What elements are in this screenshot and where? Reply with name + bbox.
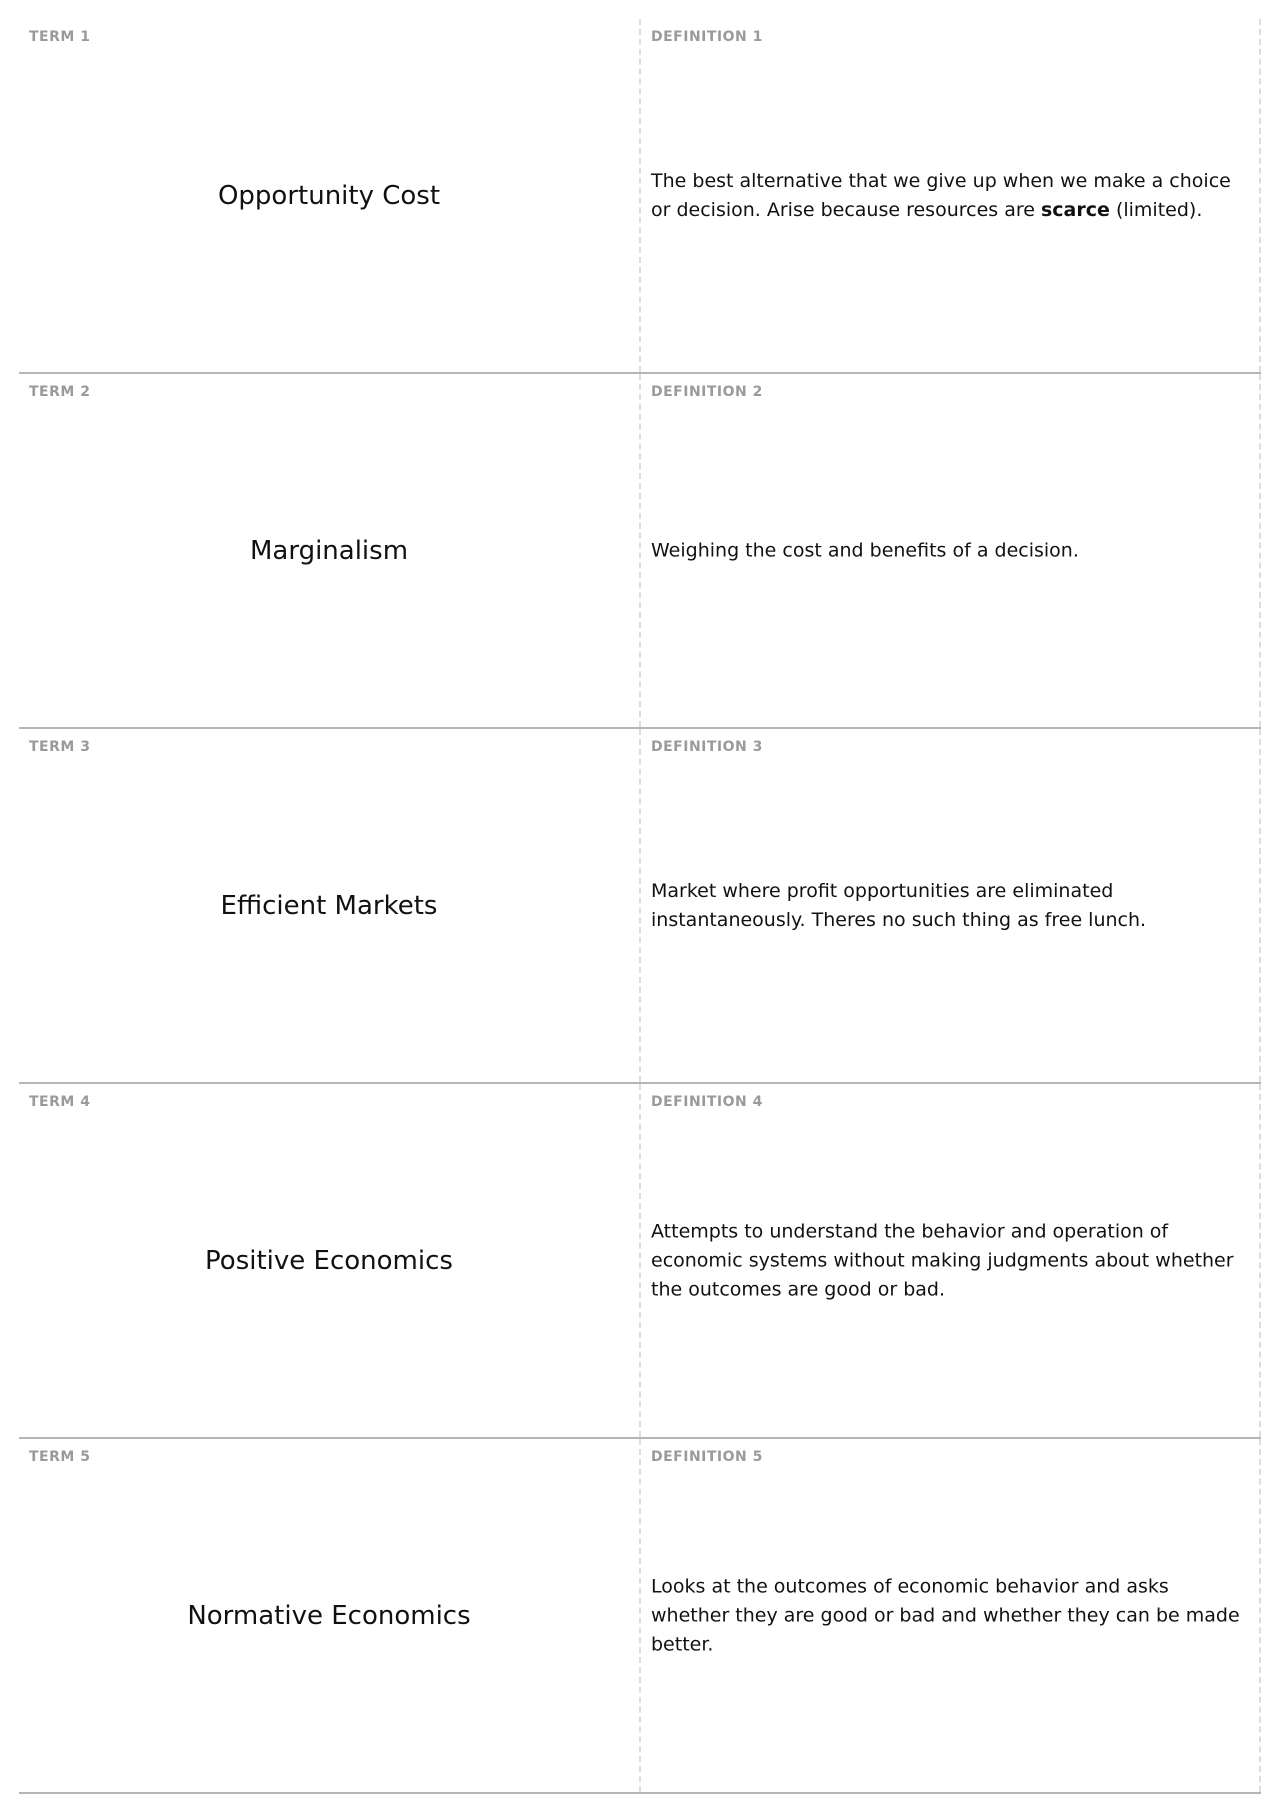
flashcard-row [19,1084,1261,1439]
definition-text-part: Looks at the outcomes of economic behavior and asks whether they are good or bad and whether they can be made better. [651,1575,1240,1655]
term-text: Normative Economics [187,1600,471,1631]
term-cell [19,1439,641,1792]
definition-text-part: Market where profit opportunities are eliminated instantaneously. Theres no such thing as free lunch. [651,879,1147,931]
definition-label: DEFINITION 1 [651,29,763,45]
definition-text-part: The best alternative that we give up when we make a choice or decision. Arise because resources are [651,169,1231,221]
term-label: TERM 4 [29,1094,91,1110]
definition-label: DEFINITION 3 [651,739,763,755]
definition-label: DEFINITION 5 [651,1449,763,1465]
term-text: Opportunity Cost [217,180,441,211]
term-text: Marginalism [249,535,409,566]
term-label: TERM 5 [29,1449,91,1465]
term-text: Positive Economics [205,1245,453,1276]
term-label: TERM 3 [29,739,91,755]
definition-text [651,167,1253,225]
definition-cell [641,729,1261,1082]
term-text: Efficient Markets [220,890,438,921]
definition-text [651,1572,1253,1659]
term-cell [19,19,641,372]
flashcard-row [19,374,1261,729]
flashcard-sheet [19,19,1261,1794]
definition-label: DEFINITION 4 [651,1094,763,1110]
term-cell [19,729,641,1082]
definition-cell [641,374,1261,727]
definition-text-part: Weighing the cost and benefits of a decision. [651,539,1079,561]
definition-label: DEFINITION 2 [651,384,763,400]
term-cell [19,374,641,727]
definition-cell [641,1084,1261,1437]
definition-text [651,1217,1253,1304]
definition-cell [641,1439,1261,1792]
definition-text-part: Attempts to understand the behavior and operation of economic systems without making judgments about whether the outcomes are good or bad. [651,1220,1234,1300]
flashcard-row [19,729,1261,1084]
flashcard-row [19,19,1261,374]
flashcard-row [19,1439,1261,1794]
term-label: TERM 2 [29,384,91,400]
definition-text [651,877,1253,935]
term-label: TERM 1 [29,29,91,45]
definition-emphasis: scarce [1040,198,1110,221]
term-cell [19,1084,641,1437]
definition-text-part: (limited). [1109,198,1203,221]
definition-text [651,536,1253,565]
definition-cell [641,19,1261,372]
